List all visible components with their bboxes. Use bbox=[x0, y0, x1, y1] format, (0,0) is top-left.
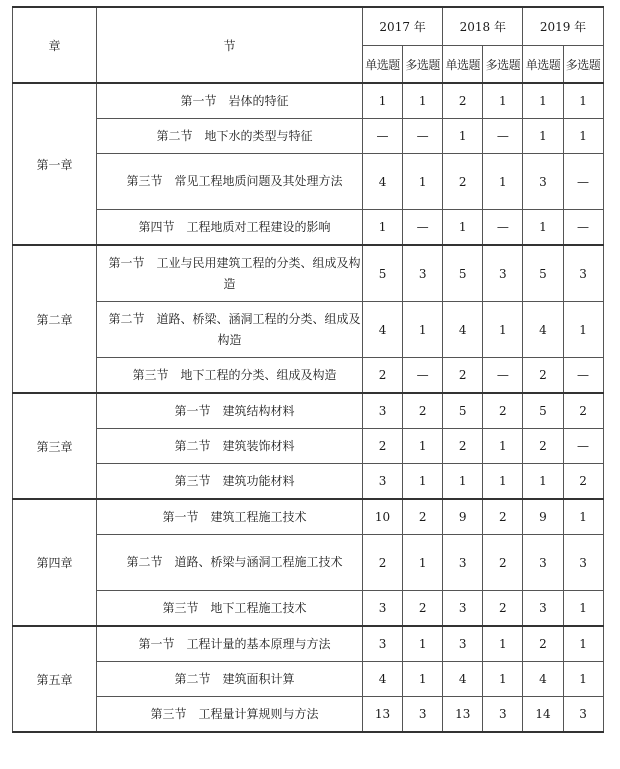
value-cell: 1 bbox=[483, 626, 523, 662]
value-cell: 2 bbox=[483, 499, 523, 535]
value-cell: 1 bbox=[563, 499, 603, 535]
value-cell: 4 bbox=[523, 302, 563, 358]
value-cell: 5 bbox=[363, 245, 403, 302]
value-cell: 4 bbox=[363, 662, 403, 697]
value-cell: 3 bbox=[443, 626, 483, 662]
chapter-cell: 第二章 bbox=[13, 245, 97, 393]
section-cell bbox=[97, 499, 363, 535]
value-cell: 2 bbox=[443, 83, 483, 119]
value-cell: 3 bbox=[523, 591, 563, 627]
value-cell: 3 bbox=[443, 535, 483, 591]
value-cell: 3 bbox=[443, 591, 483, 627]
chapter-cell: 第四章 bbox=[13, 499, 97, 626]
section-title: 第一节 岩体的特征 bbox=[180, 93, 289, 108]
value-cell: 2 bbox=[363, 429, 403, 464]
value-cell: 2 bbox=[403, 393, 443, 429]
table-row bbox=[13, 119, 604, 154]
value-cell: — bbox=[563, 210, 603, 246]
table-row bbox=[13, 83, 604, 119]
value-cell: 1 bbox=[563, 83, 603, 119]
value-cell: 4 bbox=[523, 662, 563, 697]
value-cell: 3 bbox=[363, 591, 403, 627]
table-row bbox=[13, 302, 604, 358]
section-cell bbox=[97, 626, 363, 662]
value-cell: 1 bbox=[523, 83, 563, 119]
value-cell: 3 bbox=[403, 697, 443, 733]
section-title: 第一节 建筑结构材料 bbox=[174, 403, 295, 418]
value-cell: 2 bbox=[523, 429, 563, 464]
table-row bbox=[13, 626, 604, 662]
value-cell: 1 bbox=[563, 591, 603, 627]
chapter-cell: 第一章 bbox=[13, 83, 97, 245]
value-cell: 2 bbox=[563, 393, 603, 429]
value-cell: 1 bbox=[403, 302, 443, 358]
section-title: 第一节 工业与民用建筑工程的分类、组成及构造 bbox=[108, 255, 361, 291]
table-row bbox=[13, 499, 604, 535]
section-cell bbox=[97, 662, 363, 697]
section-title: 第三节 地下工程施工技术 bbox=[162, 600, 307, 615]
section-cell bbox=[97, 83, 363, 119]
value-cell: 2 bbox=[523, 358, 563, 394]
value-cell: 1 bbox=[563, 626, 603, 662]
value-cell: — bbox=[403, 210, 443, 246]
section-cell bbox=[97, 358, 363, 394]
section-title: 第二节 道路、桥梁与涵洞工程施工技术 bbox=[126, 555, 343, 569]
table-row bbox=[13, 535, 604, 591]
value-cell: 1 bbox=[403, 464, 443, 500]
value-cell: — bbox=[363, 119, 403, 154]
section-title: 第三节 常见工程地质问题及其处理方法 bbox=[126, 174, 343, 188]
value-cell: 2 bbox=[363, 358, 403, 394]
section-cell bbox=[97, 393, 363, 429]
value-cell: 1 bbox=[523, 119, 563, 154]
value-cell: 1 bbox=[363, 210, 403, 246]
section-title: 第三节 地下工程的分类、组成及构造 bbox=[132, 367, 337, 382]
table-body bbox=[13, 83, 604, 732]
value-cell: 4 bbox=[443, 302, 483, 358]
value-cell: 5 bbox=[443, 393, 483, 429]
section-cell bbox=[97, 591, 363, 627]
value-cell: 1 bbox=[403, 83, 443, 119]
value-cell: 3 bbox=[483, 245, 523, 302]
section-title: 第一节 建筑工程施工技术 bbox=[162, 509, 307, 524]
value-cell: 1 bbox=[483, 302, 523, 358]
value-cell: 2 bbox=[363, 535, 403, 591]
table-row bbox=[13, 591, 604, 627]
value-cell: — bbox=[563, 358, 603, 394]
header-multiple-choice: 多选题 bbox=[483, 46, 523, 84]
value-cell: 2 bbox=[443, 429, 483, 464]
table-row bbox=[13, 429, 604, 464]
value-cell: 1 bbox=[523, 464, 563, 500]
value-cell: 2 bbox=[483, 535, 523, 591]
value-cell: 4 bbox=[363, 154, 403, 210]
section-cell bbox=[97, 464, 363, 500]
value-cell: 1 bbox=[483, 83, 523, 119]
value-cell: 1 bbox=[563, 302, 603, 358]
value-cell: 13 bbox=[443, 697, 483, 733]
value-cell: 2 bbox=[523, 626, 563, 662]
value-cell: 1 bbox=[363, 83, 403, 119]
value-cell: — bbox=[563, 429, 603, 464]
value-cell: 3 bbox=[483, 697, 523, 733]
header-year-2017: 2017 年 bbox=[363, 7, 443, 46]
value-cell: 2 bbox=[443, 358, 483, 394]
value-cell: 1 bbox=[443, 119, 483, 154]
value-cell: 1 bbox=[483, 154, 523, 210]
value-cell: 13 bbox=[363, 697, 403, 733]
value-cell: 14 bbox=[523, 697, 563, 733]
value-cell: 3 bbox=[403, 245, 443, 302]
value-cell: 3 bbox=[363, 464, 403, 500]
section-cell bbox=[97, 119, 363, 154]
value-cell: 1 bbox=[563, 119, 603, 154]
value-cell: 1 bbox=[403, 429, 443, 464]
value-cell: 1 bbox=[563, 662, 603, 697]
table-row bbox=[13, 464, 604, 500]
value-cell: 2 bbox=[563, 464, 603, 500]
header-multiple-choice: 多选题 bbox=[563, 46, 603, 84]
chapter-cell: 第三章 bbox=[13, 393, 97, 499]
table-row bbox=[13, 245, 604, 302]
header-single-choice: 单选题 bbox=[443, 46, 483, 84]
value-cell: 1 bbox=[443, 210, 483, 246]
value-cell: — bbox=[403, 119, 443, 154]
section-title: 第二节 建筑装饰材料 bbox=[174, 438, 295, 453]
value-cell: 2 bbox=[443, 154, 483, 210]
value-cell: 1 bbox=[523, 210, 563, 246]
value-cell: 2 bbox=[403, 499, 443, 535]
value-cell: 3 bbox=[563, 697, 603, 733]
value-cell: 3 bbox=[523, 535, 563, 591]
section-cell bbox=[97, 210, 363, 246]
section-cell bbox=[97, 245, 363, 302]
value-cell: 3 bbox=[563, 245, 603, 302]
value-cell: — bbox=[483, 210, 523, 246]
section-title: 第一节 工程计量的基本原理与方法 bbox=[138, 636, 331, 651]
value-cell: 3 bbox=[563, 535, 603, 591]
value-cell: 1 bbox=[403, 154, 443, 210]
value-cell: 3 bbox=[523, 154, 563, 210]
table-row bbox=[13, 662, 604, 697]
header-year-2019: 2019 年 bbox=[523, 7, 603, 46]
value-cell: 1 bbox=[483, 662, 523, 697]
value-cell: 5 bbox=[523, 393, 563, 429]
value-cell: — bbox=[483, 358, 523, 394]
value-cell: 3 bbox=[363, 393, 403, 429]
value-cell: — bbox=[403, 358, 443, 394]
value-cell: 2 bbox=[483, 591, 523, 627]
value-cell: 2 bbox=[403, 591, 443, 627]
table-row bbox=[13, 358, 604, 394]
section-cell bbox=[97, 535, 363, 591]
value-cell: 5 bbox=[523, 245, 563, 302]
table-row bbox=[13, 393, 604, 429]
chapter-cell: 第五章 bbox=[13, 626, 97, 732]
section-cell bbox=[97, 429, 363, 464]
header-multiple-choice: 多选题 bbox=[403, 46, 443, 84]
value-cell: 3 bbox=[363, 626, 403, 662]
section-cell bbox=[97, 697, 363, 733]
header-section: 节 bbox=[97, 7, 363, 83]
header-chapter: 章 bbox=[13, 7, 97, 83]
section-cell bbox=[97, 302, 363, 358]
value-cell: 1 bbox=[483, 429, 523, 464]
table-row bbox=[13, 697, 604, 733]
value-cell: 9 bbox=[523, 499, 563, 535]
section-title: 第二节 建筑面积计算 bbox=[174, 671, 295, 686]
table-row bbox=[13, 154, 604, 210]
header-year-2018: 2018 年 bbox=[443, 7, 523, 46]
header-single-choice: 单选题 bbox=[363, 46, 403, 84]
value-cell: 1 bbox=[403, 662, 443, 697]
value-cell: 1 bbox=[403, 626, 443, 662]
value-cell: 1 bbox=[403, 535, 443, 591]
section-title: 第四节 工程地质对工程建设的影响 bbox=[138, 219, 331, 234]
section-title: 第二节 道路、桥梁、涵洞工程的分类、组成及构造 bbox=[108, 311, 361, 347]
section-cell bbox=[97, 154, 363, 210]
header-single-choice: 单选题 bbox=[523, 46, 563, 84]
value-cell: 1 bbox=[443, 464, 483, 500]
value-cell: — bbox=[563, 154, 603, 210]
value-cell: 2 bbox=[483, 393, 523, 429]
section-title: 第三节 工程量计算规则与方法 bbox=[150, 706, 319, 721]
value-cell: 1 bbox=[483, 464, 523, 500]
section-title: 第三节 建筑功能材料 bbox=[174, 473, 295, 488]
exam-statistics-table bbox=[12, 6, 604, 733]
value-cell: 5 bbox=[443, 245, 483, 302]
value-cell: 4 bbox=[443, 662, 483, 697]
value-cell: — bbox=[483, 119, 523, 154]
section-title: 第二节 地下水的类型与特征 bbox=[156, 128, 313, 143]
value-cell: 10 bbox=[363, 499, 403, 535]
value-cell: 4 bbox=[363, 302, 403, 358]
table-row bbox=[13, 210, 604, 246]
value-cell: 9 bbox=[443, 499, 483, 535]
